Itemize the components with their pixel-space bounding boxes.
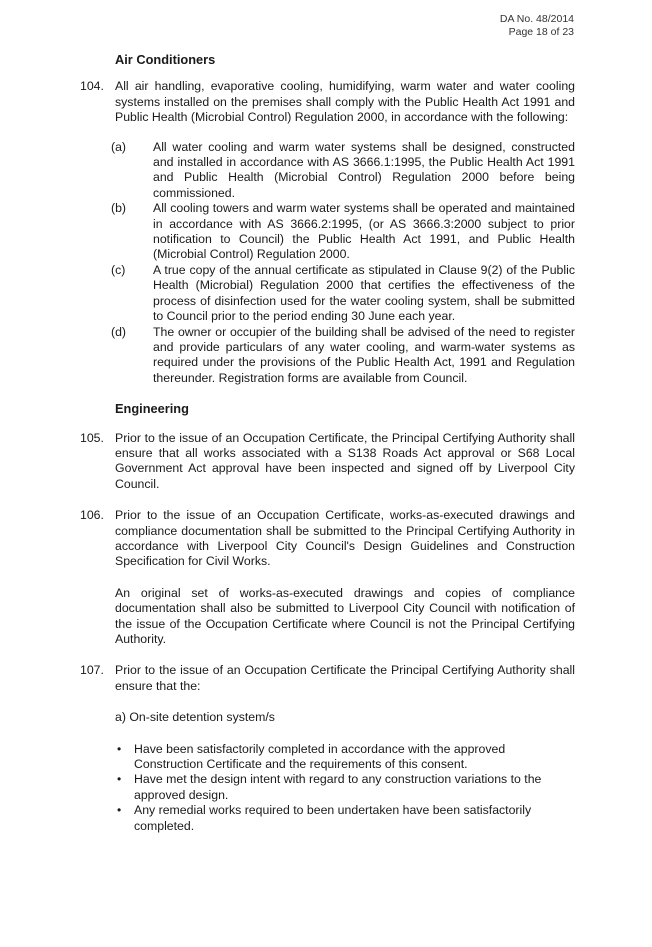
clause-104-item-b <box>70 201 575 263</box>
item-label: (b) <box>111 201 127 216</box>
item-label: (c) <box>111 262 126 277</box>
item-text: The owner or occupier of the building shall be advised of the need to register and provide particulars of any water cooling, and warm-water systems as required under the provisions of the Public Health Act, 1991 and Regulation thereunder. Registration forms are available from Council. <box>153 324 575 385</box>
clause-105 <box>70 431 575 493</box>
item-label: (d) <box>111 324 127 339</box>
bullet-text: Any remedial works required to been undertaken have been satisfactorily completed. <box>134 803 532 833</box>
clause-number: 104. <box>80 79 104 94</box>
clause-107-bullet <box>70 803 575 834</box>
clause-text: Prior to the issue of an Occupation Certificate the Principal Certifying Authority shall ensure that the: <box>115 663 575 693</box>
clause-104 <box>70 79 575 125</box>
page-header <box>500 13 574 39</box>
bullet-text: Have been satisfactorily completed in accordance with the approved Construction Certificate and the requirements of this consent. <box>134 741 506 772</box>
clause-106 <box>70 508 575 570</box>
item-text: A true copy of the annual certificate as stipulated in Clause 9(2) of the Public Health (Microbial) Regulation 2000 that certifies the effectiveness of the process of disinfection used for the water cooling system, shall be submitted to Council prior to the period ending 30 June each year. <box>153 262 575 324</box>
clause-104-item-c <box>70 263 575 325</box>
clause-text: All air handling, evaporative cooling, humidifying, warm water and water cooling systems installed on the premises shall comply with the Public Health Act 1991 and Public Health (Microbial Control) Regulation 2000, in accordance with the following: <box>115 79 575 125</box>
clause-104-item-a <box>70 140 575 202</box>
clause-106-continuation: An original set of works-as-executed drawings and copies of compliance documentation shall also be submitted to Liverpool City Council with notification of the issue of the Occupation Certificate where Council is not the Principal Certifying Authority. <box>115 585 575 646</box>
clause-number: 105. <box>80 430 104 445</box>
da-number: DA No. 48/2014 <box>499 13 574 25</box>
section-heading-air-conditioners: Air Conditioners <box>115 52 216 67</box>
clause-104-item-d <box>70 325 575 387</box>
clause-107-bullet <box>70 772 575 803</box>
document-body <box>70 52 575 834</box>
bullet-icon: • <box>117 772 122 787</box>
bullet-icon: • <box>117 803 122 818</box>
clause-107 <box>70 663 575 694</box>
clause-107-sub-a: a) On-site detention system/s <box>115 710 275 725</box>
item-text: All water cooling and warm water systems shall be designed, constructed and installed in accordance with AS 3666.1:1995, the Public Health Act 1991 and Public Health (Microbial Control) Regulation 2000 before being commissioned. <box>153 139 575 200</box>
item-label: (a) <box>111 139 127 154</box>
page-number: Page 18 of 23 <box>508 26 574 38</box>
clause-text: Prior to the issue of an Occupation Certificate, the Principal Certifying Authority shall ensure that all works associated with a S138 Roads Act approval or S68 Local Government Act approval have been inspected and signed off by Liverpool City Council. <box>115 430 575 491</box>
item-text: All cooling towers and warm water systems shall be operated and maintained in accordance with AS 3666.2:1995, (or AS 3666.3:2000 subject to prior notification to Council) the Public Health Act 1991, and Public Health (Microbial Control) Regulation 2000. <box>153 201 575 262</box>
clause-number: 107. <box>80 663 104 678</box>
clause-text: Prior to the issue of an Occupation Certificate, works-as-executed drawings and compliance documentation shall be submitted to the Principal Certifying Authority in accordance with Liverpool City Council's Design Guidelines and Construction Specification for Civil Works. <box>115 508 575 569</box>
clause-107-bullet <box>70 742 575 773</box>
bullet-icon: • <box>117 741 122 756</box>
clause-number: 106. <box>80 508 104 523</box>
bullet-text: Have met the design intent with regard to any construction variations to the approved design. <box>134 772 542 802</box>
section-heading-engineering: Engineering <box>115 401 189 417</box>
